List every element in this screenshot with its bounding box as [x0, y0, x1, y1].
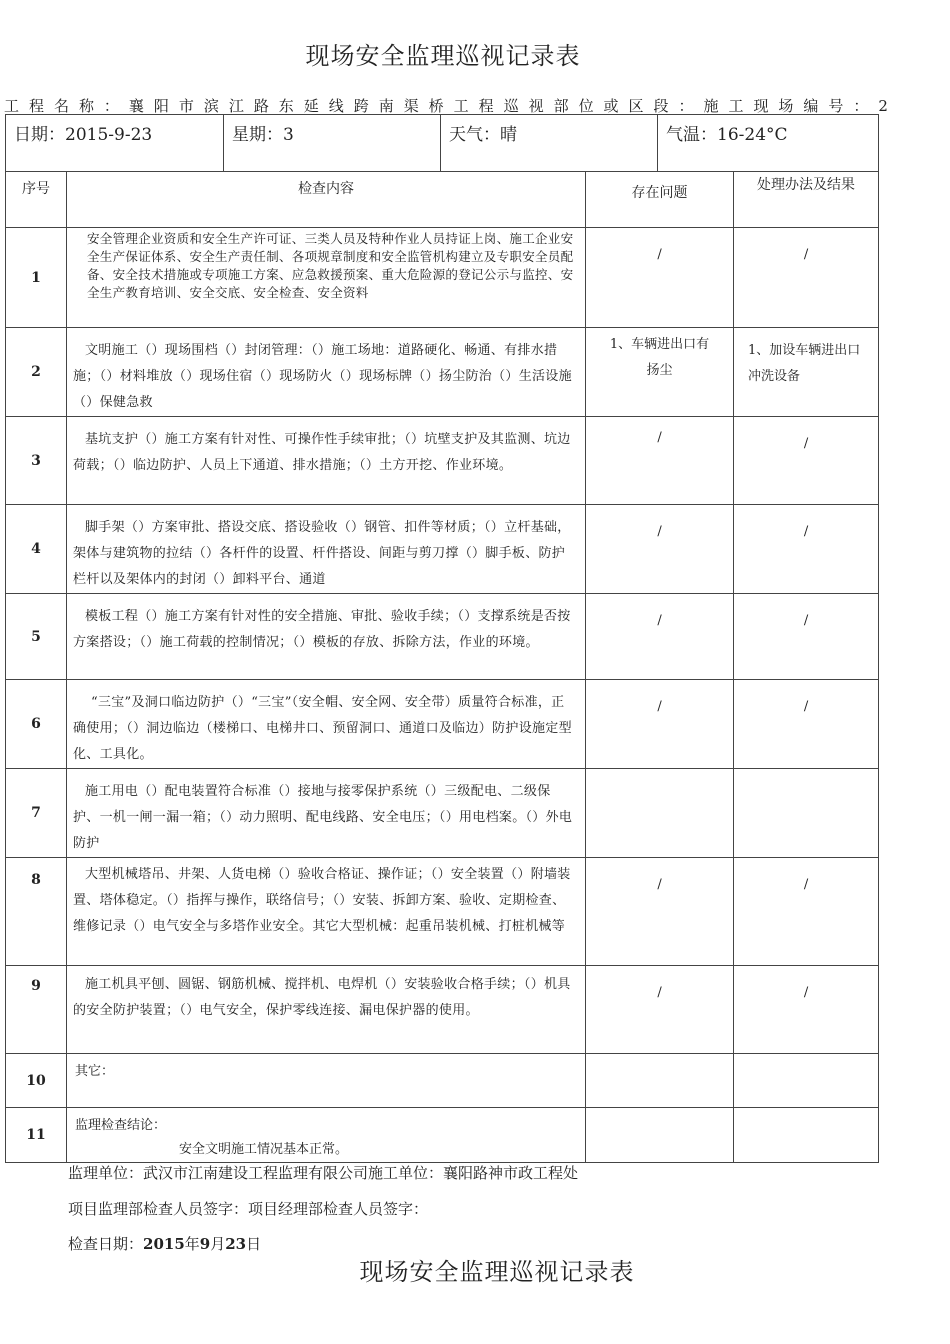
row-problem — [586, 769, 734, 858]
signatures-line: 项目监理部检查人员签字：项目经理部检查人员签字： — [68, 1200, 429, 1218]
row-number: 7 — [6, 769, 67, 858]
check-date-label: 检查日期： — [68, 1235, 144, 1253]
row-number: 3 — [6, 417, 67, 505]
row-result: / — [734, 966, 879, 1054]
check-date-month-unit: 月 — [210, 1235, 226, 1253]
row-result — [734, 1054, 879, 1108]
header-info-row — [6, 115, 879, 172]
check-date-day-unit: 日 — [246, 1235, 262, 1253]
row-number: 2 — [6, 328, 67, 417]
row-content: “三宝”及洞口临边防护（）“三宝”（安全帽、安全网、安全带）质量符合标准，正确使用；（）洞边临边（楼梯口、电梯井口、预留洞口、通道口及临边）防护设施定型化、工具化。 — [67, 680, 586, 769]
row-result: / — [734, 417, 879, 505]
table-row — [6, 1108, 879, 1163]
conclusion-cell — [67, 1108, 586, 1163]
row-number: 1 — [6, 228, 67, 328]
row-problem: / — [586, 228, 734, 328]
row-result: 1、加设车辆进出口冲洗设备 — [734, 328, 879, 417]
row-problem: / — [586, 966, 734, 1054]
col-header-content: 检查内容 — [67, 172, 586, 228]
row-problem: / — [586, 858, 734, 966]
check-date-month: 9 — [199, 1235, 211, 1253]
table-row — [6, 328, 879, 417]
row-content: 安全管理企业资质和安全生产许可证、三类人员及特种作业人员持证上岗、施工企业安全生产保证体系、安全生产责任制、各项规章制度和安全监管机构建立及专职安全员配备、安全技术措施或专项施工方案、应急救援预案、重大危险源的登记公示与监控、安全生产教育培训、安全交底、安全检查、安全资料 — [67, 228, 586, 328]
row-content: 模板工程（）施工方案有针对性的安全措施、审批、验收手续；（）支撑系统是否按方案搭设；（）施工荷载的控制情况；（）模板的存放、拆除方法，作业的环境。 — [67, 594, 586, 680]
check-date-line — [68, 1233, 261, 1254]
row-content: 大型机械塔吊、井架、人货电梯（）验收合格证、操作证；（）安全装置（）附墙装置、塔体稳定。（）指挥与操作，联络信号；（）安装、拆卸方案、验收、定期检查、维修记录（）电气安全与多塔作业安全。其它大型机械：起重吊装机械、打桩机械等 — [67, 858, 586, 966]
table-row — [6, 505, 879, 594]
row-content: 施工用电（）配电装置符合标准（）接地与接零保护系统（）三级配电、二级保护、一机一闸一漏一箱；（）动力照明、配电线路、安全电压；（）用电档案。（）外电防护 — [67, 769, 586, 858]
check-date-year-unit: 年 — [184, 1235, 200, 1253]
row-problem — [586, 1108, 734, 1163]
col-header-result: 处理办法及结果 — [734, 172, 879, 228]
row-problem — [586, 1054, 734, 1108]
table-row — [6, 1054, 879, 1108]
row-result: / — [734, 594, 879, 680]
next-page-title: 现场安全监理巡视记录表 — [359, 1258, 635, 1286]
table-row — [6, 858, 879, 966]
row-number: 11 — [6, 1108, 67, 1163]
table-row — [6, 769, 879, 858]
row-problem: 1、车辆进出口有扬尘 — [586, 328, 734, 417]
row-result: / — [734, 858, 879, 966]
row-result — [734, 769, 879, 858]
row-number: 8 — [6, 858, 67, 966]
table-row — [6, 417, 879, 505]
check-date-year: 2015 — [143, 1235, 185, 1253]
row-number: 5 — [6, 594, 67, 680]
row-content: 文明施工（）现场围档（）封闭管理：（）施工场地：道路硬化、畅通、有排水措施；（）材料堆放（）现场住宿（）现场防火（）现场标牌（）扬尘防治（）生活设施（）保健急救 — [67, 328, 586, 417]
check-date-day: 23 — [225, 1235, 247, 1253]
row-problem: / — [586, 505, 734, 594]
row-problem: / — [586, 680, 734, 769]
conclusion-label: 监理检查结论： — [75, 1118, 167, 1133]
weekday-cell: 星期：3 — [224, 115, 441, 172]
weather-cell: 天气：晴 — [441, 115, 658, 172]
units-line: 监理单位：武汉市江南建设工程监理有限公司施工单位：襄阳路神市政工程处 — [68, 1164, 579, 1182]
row-result: / — [734, 228, 879, 328]
row-number: 6 — [6, 680, 67, 769]
row-problem: / — [586, 417, 734, 505]
row-content: 基坑支护（）施工方案有针对性、可操作性手续审批；（）坑壁支护及其监测、坑边荷载；（）临边防护、人员上下通道、排水措施；（）土方开挖、作业环境。 — [67, 417, 586, 505]
row-result: / — [734, 505, 879, 594]
page-title: 现场安全监理巡视记录表 — [305, 42, 581, 70]
table-row — [6, 594, 879, 680]
row-number: 10 — [6, 1054, 67, 1108]
column-header-row — [6, 172, 879, 228]
row-result: / — [734, 680, 879, 769]
row-content: 施工机具平刨、圆锯、钢筋机械、搅拌机、电焊机（）安装验收合格手续；（）机具的安全防护装置；（）电气安全，保护零线连接、漏电保护器的使用。 — [67, 966, 586, 1054]
col-header-problem: 存在问题 — [586, 172, 734, 228]
table-row — [6, 680, 879, 769]
row-number: 9 — [6, 966, 67, 1054]
temperature-cell: 气温：16-24°C — [658, 115, 879, 172]
table-row — [6, 228, 879, 328]
date-cell: 日期：2015-9-23 — [6, 115, 224, 172]
row-result — [734, 1108, 879, 1163]
project-info-line: 工程名称：襄阳市滨江路东延线跨南渠桥工程巡视部位或区段：施工现场编号：2 — [4, 97, 888, 115]
row-problem: / — [586, 594, 734, 680]
inspection-table — [5, 114, 879, 1163]
row-content: 其它： — [67, 1054, 586, 1108]
conclusion-text: 安全文明施工情况基本正常。 — [179, 1142, 349, 1157]
table-row — [6, 966, 879, 1054]
row-content: 脚手架（）方案审批、搭设交底、搭设验收（）钢管、扣件等材质；（）立杆基础，架体与建筑物的拉结（）各杆件的设置、杆件搭设、间距与剪刀撑（）脚手板、防护栏杆以及架体内的封闭（）卸料平台、通道 — [67, 505, 586, 594]
row-number: 4 — [6, 505, 67, 594]
col-header-no: 序号 — [6, 172, 67, 228]
